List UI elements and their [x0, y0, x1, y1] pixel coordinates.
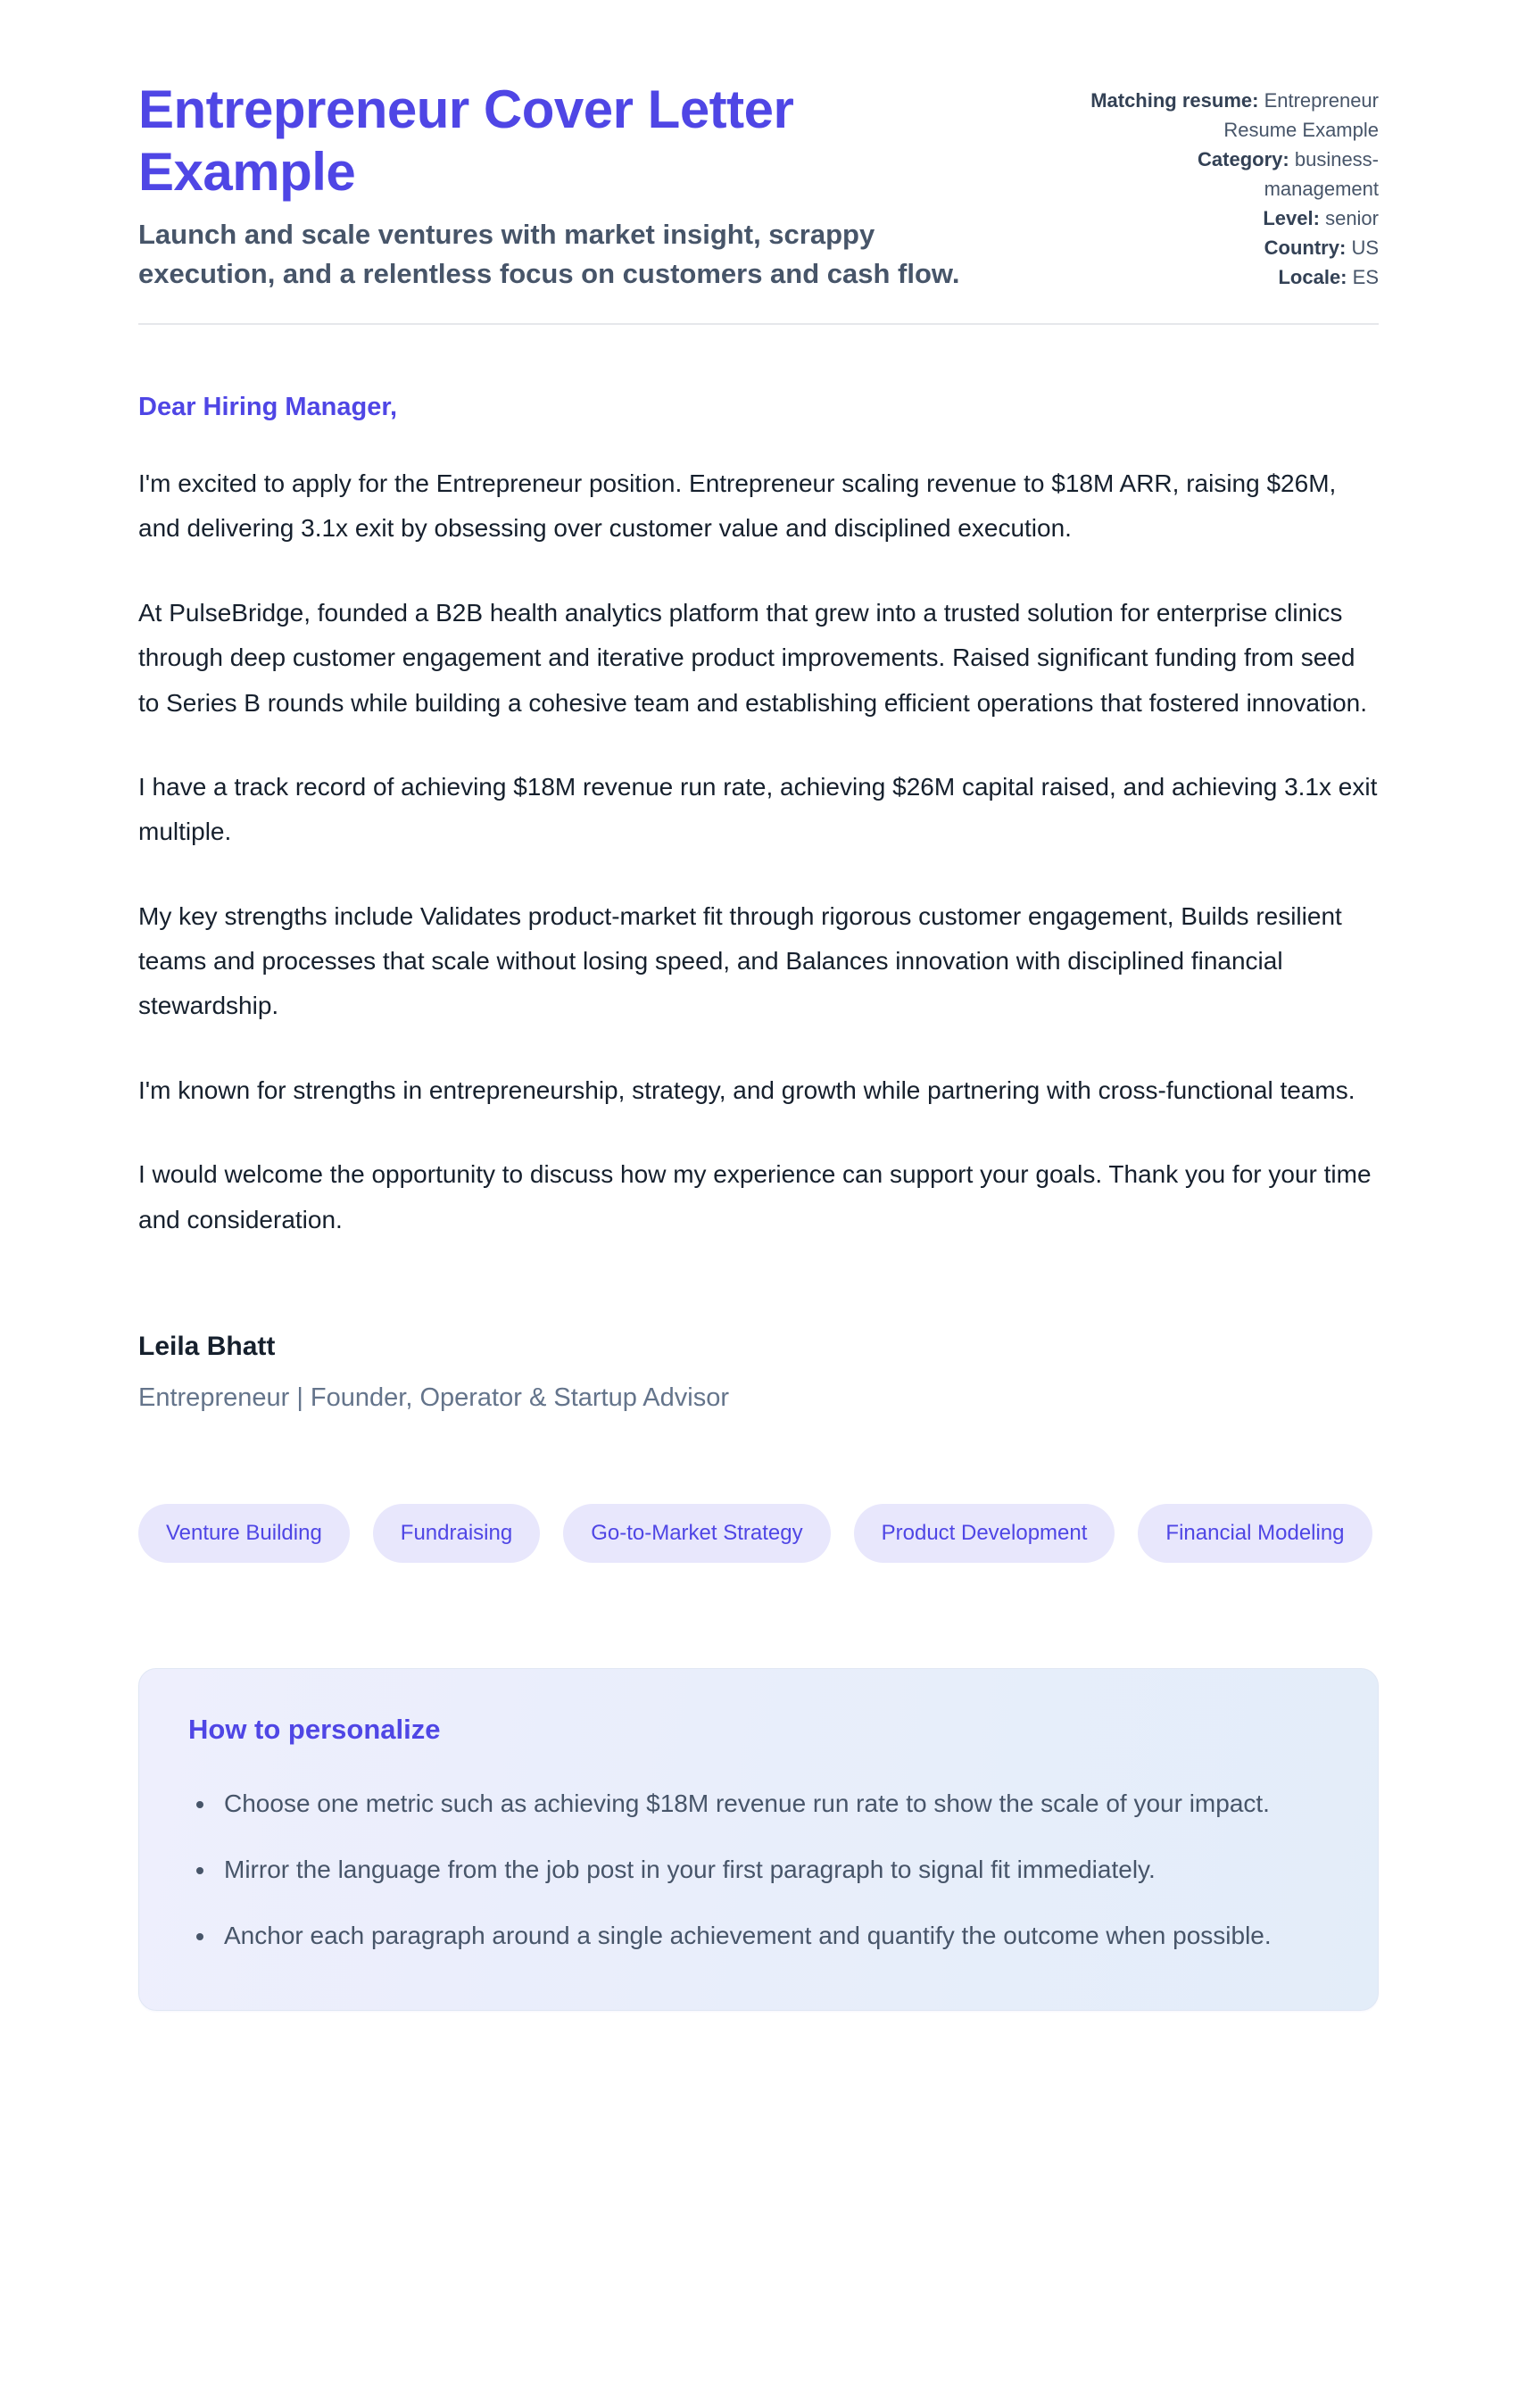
cover-letter-body	[138, 393, 1379, 1413]
tag-product-development[interactable]: Product Development	[854, 1504, 1115, 1563]
meta-value: ES	[1352, 266, 1379, 288]
tag-financial-modeling[interactable]: Financial Modeling	[1138, 1504, 1372, 1563]
meta-level	[1084, 203, 1379, 233]
letter-paragraph: I would welcome the opportunity to discuss how my experience can support your goals. Thank you for your time and consideration.	[138, 1160, 1372, 1233]
letter-paragraph: My key strengths include Validates product-market fit through rigorous customer engagement, Builds resilient teams and processes that scale without losing speed, and Balances innovation with disciplined financial stewardship.	[138, 901, 1342, 1020]
signature-name: Leila Bhatt	[138, 1332, 276, 1362]
meta-label: Country:	[1264, 237, 1347, 259]
letter-paragraph: At PulseBridge, founded a B2B health analytics platform that grew into a trusted solution for enterprise clinics through deep customer engagement and iterative product improvements. Raised significant funding from seed to Series B rounds while building a cohesive team and establishing efficient operations that fostered innovation.	[138, 598, 1368, 717]
header-divider	[138, 323, 1379, 325]
signature-block	[138, 1332, 1379, 1413]
signature-title: Entrepreneur | Founder, Operator & Startup Advisor	[138, 1383, 730, 1413]
meta-category	[1084, 145, 1379, 203]
meta-locale	[1084, 262, 1379, 292]
tag-go-to-market-strategy[interactable]: Go-to-Market Strategy	[563, 1504, 830, 1563]
meta-value: senior	[1325, 207, 1379, 229]
meta-value: Entrepreneur Resume Example	[1223, 89, 1379, 141]
personalize-bullet: • Choose one metric such as achieving $18M revenue run rate to show the scale of your impact.	[217, 1781, 1329, 1826]
personalize-bullet: • Anchor each paragraph around a single achievement and quantify the outcome when possible.	[217, 1914, 1329, 1958]
meta-label: Level:	[1263, 207, 1320, 229]
page-subtitle: Launch and scale ventures with market insight, scrappy execution, and a relentless focus on customers and cash flow.	[138, 219, 960, 289]
meta-country	[1084, 233, 1379, 262]
letter-paragraph: I'm excited to apply for the Entrepreneur position. Entrepreneur scaling revenue to $18M ARR, raising $26M, and delivering 3.1x exit by obsessing over customer value and disciplined execution.	[138, 469, 1337, 543]
page-title: Entrepreneur Cover Letter Example	[138, 79, 794, 202]
meta-label: Matching resume:	[1090, 89, 1259, 112]
personalize-heading: How to personalize	[188, 1714, 441, 1746]
page-header	[138, 79, 1379, 293]
personalize-bullet: • Mirror the language from the job post in your first paragraph to signal fit immediately.	[217, 1848, 1329, 1892]
header-title-block	[138, 79, 995, 293]
tag-venture-building[interactable]: Venture Building	[138, 1504, 350, 1563]
letter-paragraph: I'm known for strengths in entrepreneurship, strategy, and growth while partnering with cross-functional teams.	[138, 1075, 1355, 1104]
resume-meta	[1084, 79, 1379, 292]
letter-greeting: Dear Hiring Manager,	[138, 392, 398, 421]
meta-label: Category:	[1198, 148, 1289, 170]
personalize-callout	[138, 1668, 1379, 2010]
meta-value: business-management	[1264, 148, 1379, 200]
skill-tags	[138, 1504, 1379, 1563]
meta-value: US	[1351, 237, 1379, 259]
meta-label: Locale:	[1278, 266, 1347, 288]
personalize-list	[188, 1781, 1329, 1957]
letter-paragraph: I have a track record of achieving $18M revenue run rate, achieving $26M capital raised, and achieving 3.1x exit multiple.	[138, 772, 1378, 846]
tag-fundraising[interactable]: Fundraising	[373, 1504, 540, 1563]
meta-matching-resume	[1084, 86, 1379, 145]
